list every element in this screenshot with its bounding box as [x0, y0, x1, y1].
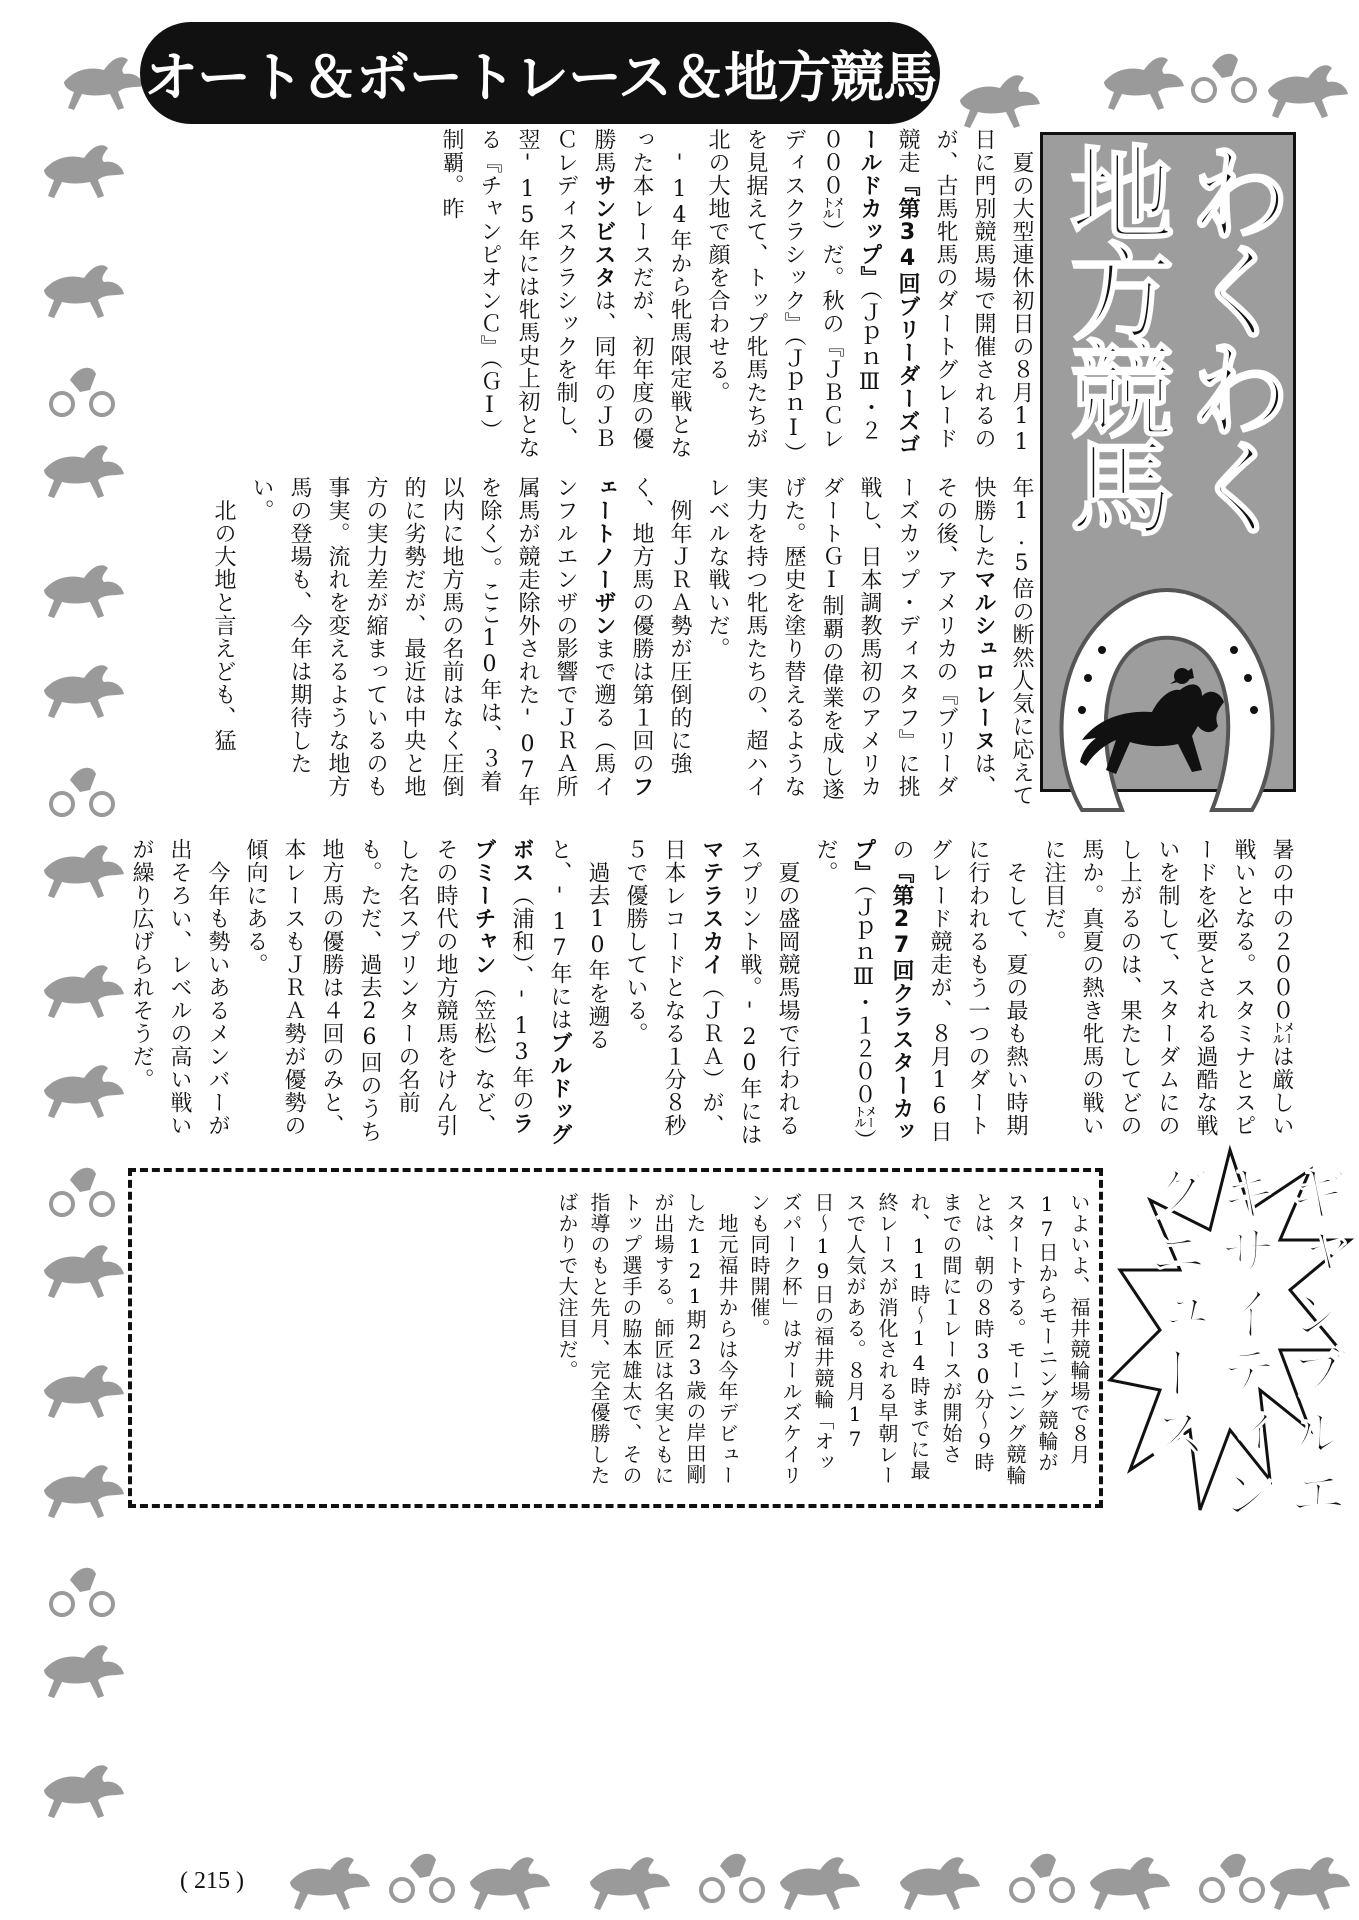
article-text: （ＪＲＡ）が、日本レコードとなる１分８秒５で優勝している。 過去10年を遡ると、'17年には: [547, 838, 724, 1137]
horse-name: サンビスタ: [591, 174, 616, 289]
horse-silhouette-icon: [44, 845, 124, 898]
horseshoe-icon: [1042, 560, 1292, 830]
article-text: 暑の中の２０００㍍は厳しい戦いとなる。スタミナとスピードを必要とされる過酷な戦いを制して、スターダムにのし上がるのは、果たしてどの馬か。真夏の熱き牝馬の戦いに注目だ。 そして、夏の最も熱い時期に行われるもう一つのダートグレード競走が、８月16日の: [889, 838, 1294, 1143]
cyclist-silhouette-icon: [51, 1568, 113, 1615]
cyclist-silhouette-icon: [701, 1854, 763, 1901]
horse-silhouette-icon: [64, 57, 144, 110]
article-text: （浦和）、'13年の: [509, 884, 534, 1112]
cyclist-silhouette-icon: [51, 1168, 113, 1215]
cyclist-silhouette-icon: [51, 368, 113, 415]
article-text: は、同年のＪＢＣレディスクラシックを制し、翌'15年には牝馬史上初となる『チャンピオンＣ』（ＧⅠ）制覇。昨: [439, 128, 616, 459]
article-text: 年1.5倍の断然人気に応えて快勝した: [971, 476, 1034, 807]
cyclist-silhouette-icon: [1011, 1854, 1073, 1901]
horse-silhouette-icon: [44, 1465, 124, 1518]
horse-name: マルシュロレーヌ: [971, 568, 996, 752]
race-name: 『第34回ブリーダーズゴールドカップ』: [857, 128, 920, 456]
horse-silhouette-icon: [44, 665, 124, 718]
article-text: （笠松）など、その時代の地方競馬をけん引した名スプリンターの名前も。ただ、過去26回のうち地方馬の優勝は４回のみと、本レースもＪＲＡ勢が優勢の傾向にある。 今年も勢いあるメンバーが出そろい、レベルの高い戦いが繰り広げられそうだ。: [129, 838, 496, 1143]
horse-silhouette-icon: [1270, 1857, 1350, 1910]
cyclist-silhouette-icon: [391, 1854, 453, 1901]
horse-name: フェートノーザン: [591, 476, 654, 798]
page-number: ( 215 ): [180, 1868, 244, 1894]
horse-silhouette-icon: [900, 1857, 980, 1910]
horse-silhouette-icon: [44, 965, 124, 1018]
horse-name: マテラスカイ: [699, 838, 724, 976]
horse-silhouette-icon: [1268, 65, 1348, 118]
horse-silhouette-icon: [470, 1857, 550, 1910]
race-name: 『第27回クラスターカップ』: [851, 838, 914, 1143]
horse-silhouette-icon: [44, 1765, 124, 1818]
news-body: いよいよ、福井競輪場で８月17日からモーニング競輪がスタートする。モーニング競輪とは、朝の８時30分〜９時までの間に１レースが開始され、11時〜14時までに最終レースが消化される早朝レースで人気がある。８月17日〜19日の福井競輪「オッズパーク杯」はガールズケイリンも同時開催。 地元福井からは今年デビューした121期23歳の岸田剛が出場する。師匠は名実ともにトップ選手の脇本雄太で、その指導のもと先月、完全優勝したばかりで大注目だ。: [555, 1192, 1091, 1486]
horse-silhouette-icon: [44, 565, 124, 618]
article-column-3: [129, 838, 1300, 1148]
horse-silhouette-icon: [44, 1245, 124, 1298]
article-text: （ＪｐｎⅢ・２０００㍍）だ。秋の『ＪＢＣレディスクラシック』（ＪｐｎⅠ）を見据えて、トップ牝馬たちが北の大地で顔を合わせる。 '14年から牝馬限定戦となった本レースだが、初年度の優勝馬: [591, 128, 882, 459]
cyclist-silhouette-icon: [1201, 1854, 1263, 1901]
horse-silhouette-icon: [290, 1857, 370, 1910]
horse-name: ブルドッグボス: [509, 838, 572, 1146]
horse-silhouette-icon: [960, 75, 1040, 128]
cyclist-silhouette-icon: [51, 768, 113, 815]
article-text: は、その後、アメリカの『ブリーダーズカップ・ディスタフ』に挑戦し、日本調教馬初のアメリカダートＧⅠ制覇の偉業を成し遂げた。歴史を塗り替えるような実力を持つ牝馬たちの、超ハイレベルな戦いだ。 例年ＪＲＡ勢が圧倒的に強く、地方馬の優勝は第１回の: [629, 476, 996, 801]
horse-silhouette-icon: [44, 1065, 124, 1118]
article-text: （ＪｐｎⅢ・１２００㍍）だ。 夏の盛岡競馬場で行われるスプリント戦。'20年には: [737, 838, 876, 1146]
section-header-title: オート＆ボートレース＆地方競馬: [143, 45, 937, 109]
article-text: 夏の大型連休初日の８月11日に門別競馬場で開催されるのが、古馬牝馬のダートグレード競走: [895, 128, 1034, 456]
horse-silhouette-icon: [44, 145, 124, 198]
horse-silhouette-icon: [590, 1857, 670, 1910]
cyclist-silhouette-icon: [1193, 54, 1255, 101]
horse-silhouette-icon: [780, 1857, 860, 1910]
horse-silhouette-icon: [44, 265, 124, 318]
horse-silhouette-icon: [1104, 57, 1184, 110]
article-column-2: [140, 476, 1040, 811]
horse-silhouette-icon: [44, 1645, 124, 1698]
section-header: [140, 22, 940, 124]
news-title: ギャンブルエキサイティングニュース: [1138, 1162, 1348, 1522]
article-text: まで遡る（馬インフルエンザの影響でＪＲＡ所属馬が競走除外された'07年を除く）。ここ10年は、３着以内に地方馬の名前はなく圧倒的に劣勢だが、最近は中央と地方の実力差が縮まっているのも事実。流れを変えるような地方馬の登場も、今年は期待したい。 北の大地と言えども、猛: [211, 476, 616, 807]
horse-silhouette-icon: [44, 1365, 124, 1418]
horse-name: ラブミーチャン: [471, 838, 534, 1135]
horse-silhouette-icon: [1090, 1857, 1170, 1910]
article-column-1: [350, 128, 1040, 463]
feature-title: わくわく地方競馬: [1052, 140, 1292, 532]
horse-silhouette-icon: [44, 445, 124, 498]
